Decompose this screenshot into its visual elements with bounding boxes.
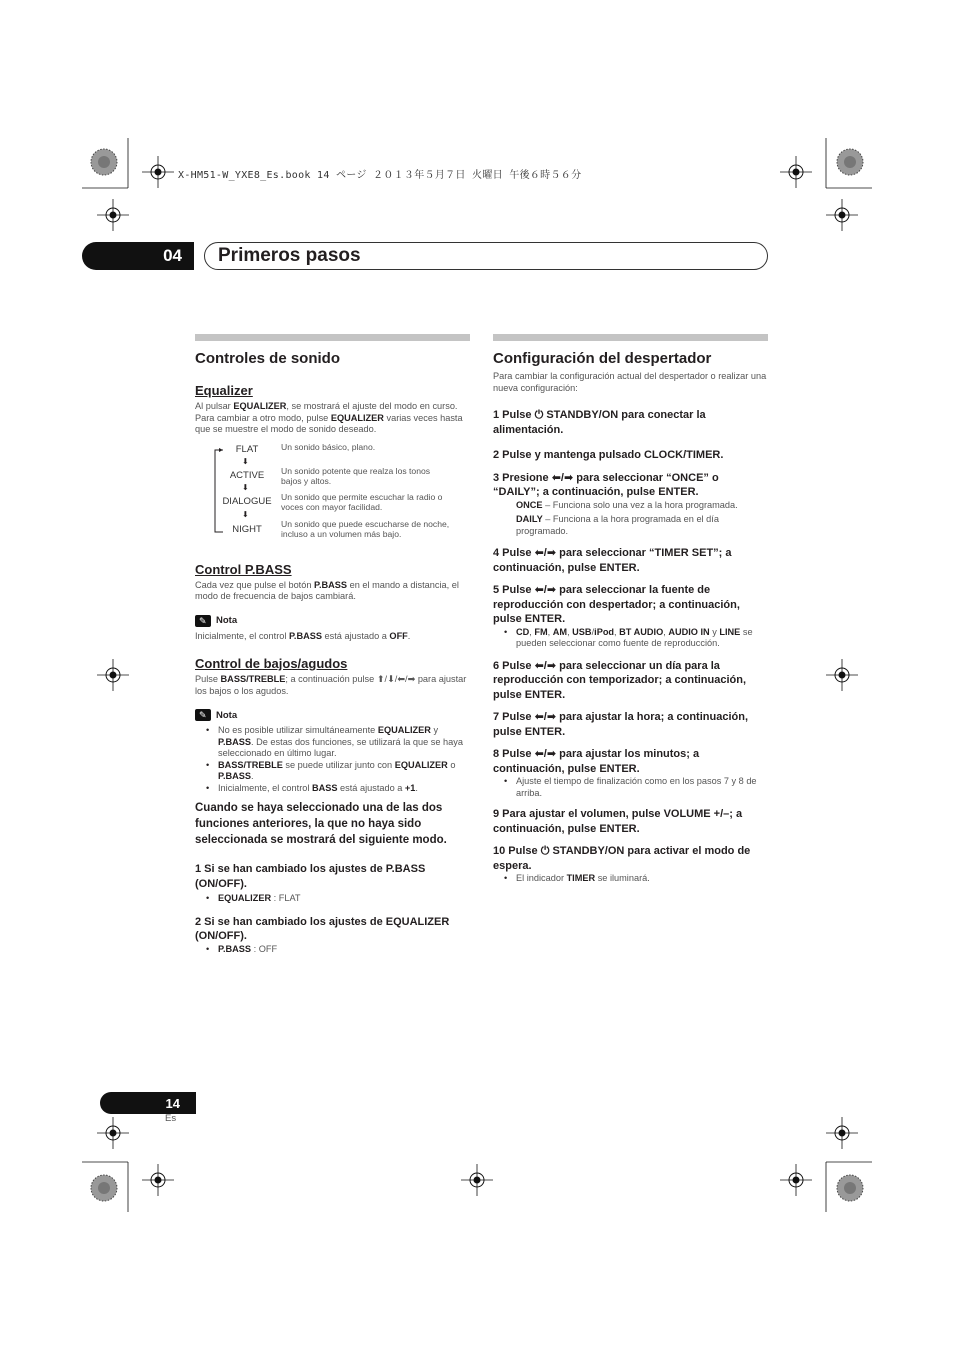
equalizer-body: Al pulsar EQUALIZER, se mostrará el ajuste del modo en curso. Para cambiar a otro modo, pulse EQUALIZER varias veces hasta que se muestre el modo de sonido deseado.: [195, 401, 463, 434]
step-1-value: • EQUALIZER : FLAT: [218, 893, 470, 905]
step-8-note: [493, 776, 768, 799]
note-item: • El indicador TIMER se iluminará.: [516, 873, 768, 885]
alarm-step-6: 6 Pulse ⬅/➡ para seleccionar un día para la reproducción con temporizador; a continuación, pulse ENTER.: [493, 659, 747, 701]
eq-desc-flat: Un sonido básico, plano.: [281, 441, 376, 452]
section-rule: [195, 334, 470, 341]
eq-mode-flat: FLAT: [235, 443, 259, 455]
loop-line: [213, 448, 225, 534]
alarm-intro: Para cambiar la configuración actual del despertador o realizar una nueva configuración:: [493, 371, 767, 393]
eq-desc-active: Un sonido potente que realza los tonos bajos y altos.: [281, 465, 431, 486]
equalizer-heading: Equalizer: [195, 383, 253, 398]
right-column: [493, 334, 768, 885]
page-language: Es: [165, 1113, 177, 1124]
alarm-step-7: 7 Pulse ⬅/➡ para ajustar la hora; a continuación, pulse ENTER.: [493, 711, 749, 738]
down-arrow-icon: ⬇: [242, 509, 249, 519]
down-arrow-icon: ⬇: [242, 482, 249, 492]
pbass-note: Inicialmente, el control P.BASS está ajustado a OFF.: [195, 630, 411, 641]
eq-mode-active: ACTIVE: [229, 469, 265, 481]
step-1-detail: [195, 893, 470, 905]
alarm-step-3: 3 Presione ⬅/➡ para seleccionar “ONCE” o “DAILY”; a continuación, pulse ENTER.: [493, 471, 719, 498]
left-column: [195, 334, 470, 955]
note-pencil-icon: ✎: [195, 709, 211, 721]
bass-treble-heading: Control de bajos/agudos: [195, 656, 348, 671]
pbass-body: Cada vez que pulse el botón P.BASS en el mando a distancia, el modo de frecuencia de bajos cambiará.: [195, 579, 459, 601]
bass-treble-body: Pulse BASS/TREBLE; a continuación pulse ⬆/⬇/⬅/➡ para ajustar los bajos o los agudos.: [195, 674, 467, 696]
step-2-value: • P.BASS : OFF: [218, 944, 470, 956]
note-item: • No es posible utilizar simultáneamente EQUALIZER y P.BASS. De estas dos funciones, se utilizará la que se haya seleccionado en último lugar.: [218, 725, 470, 760]
source-note: • CD, FM, AM, USB/iPod, BT AUDIO, AUDIO IN y LINE se pueden seleccionar como fuente de reproducción.: [516, 627, 768, 650]
down-arrow-icon: ⬇: [242, 456, 249, 466]
note-header: ✎ Nota: [195, 615, 470, 627]
pbass-heading: Control P.BASS: [195, 561, 292, 577]
eq-desc-night: Un sonido que puede escucharse de noche, incluso a un volumen más bajo.: [281, 518, 450, 539]
bass-treble-notes: [195, 725, 470, 794]
eq-desc-dialogue: Un sonido que permite escuchar la radio o voces con mayor facilidad.: [281, 491, 443, 512]
page-number-badge: 14: [100, 1092, 196, 1114]
daily-desc: DAILY – Funciona a la hora programada en el día programado.: [516, 514, 719, 536]
step-1: 1 Si se han cambiado los ajustes de P.BASS (ON/OFF).: [195, 863, 426, 890]
alarm-step-8: 8 Pulse ⬅/➡ para ajustar los minutos; a continuación, pulse ENTER.: [493, 748, 700, 775]
alarm-step-4: 4 Pulse ⬅/➡ para seleccionar “TIMER SET”; a continuación, pulse ENTER.: [493, 547, 732, 574]
alarm-step-2: 2 Pulse y mantenga pulsado CLOCK/TIMER.: [493, 449, 724, 461]
step-2-detail: [195, 944, 470, 956]
combination-note: Cuando se haya seleccionado una de las dos funciones anteriores, la que no haya sido seleccionada se mostrará del siguiente modo.: [195, 802, 447, 846]
note-item: • Inicialmente, el control BASS está ajustado a +1.: [218, 783, 470, 795]
book-info-line: X-HM51-W_YXE8_Es.book 14 ページ ２０１３年５月７日 火曜日 午後６時５６分: [178, 170, 582, 181]
source-list: [493, 627, 768, 650]
alarm-step-9: 9 Para ajustar el volumen, pulse VOLUME +/–; a continuación, pulse ENTER.: [493, 808, 743, 835]
chapter-number-badge: 04: [82, 242, 194, 270]
eq-mode-night: NIGHT: [232, 523, 262, 535]
section-heading: Configuración del despertador: [493, 350, 712, 367]
step-10-note: [493, 873, 768, 885]
step-2: 2 Si se han cambiado los ajustes de EQUALIZER (ON/OFF).: [195, 915, 450, 942]
section-heading: Controles de sonido: [195, 350, 341, 367]
note-header: ✎ Nota: [195, 709, 470, 721]
eq-mode-dialogue: DIALOGUE: [222, 495, 272, 507]
alarm-step-5: 5 Pulse ⬅/➡ para seleccionar la fuente de reproducción con despertador; a continuación, pulse ENTER.: [493, 584, 740, 625]
equalizer-mode-diagram: [195, 441, 470, 544]
alarm-step-10: 10 Pulse ⏻ STANDBY/ON para activar el modo de espera.: [493, 845, 751, 872]
chapter-title: Primeros pasos: [218, 245, 361, 266]
section-rule: [493, 334, 768, 341]
note-item: • Ajuste el tiempo de finalización como en los pasos 7 y 8 de arriba.: [516, 776, 768, 799]
note-item: • BASS/TREBLE se puede utilizar junto con EQUALIZER o P.BASS.: [218, 760, 470, 783]
alarm-step-1: 1 Pulse ⏻ STANDBY/ON para conectar la alimentación.: [493, 409, 706, 436]
once-desc: ONCE – Funciona solo una vez a la hora programada.: [516, 499, 738, 510]
note-pencil-icon: ✎: [195, 615, 211, 627]
